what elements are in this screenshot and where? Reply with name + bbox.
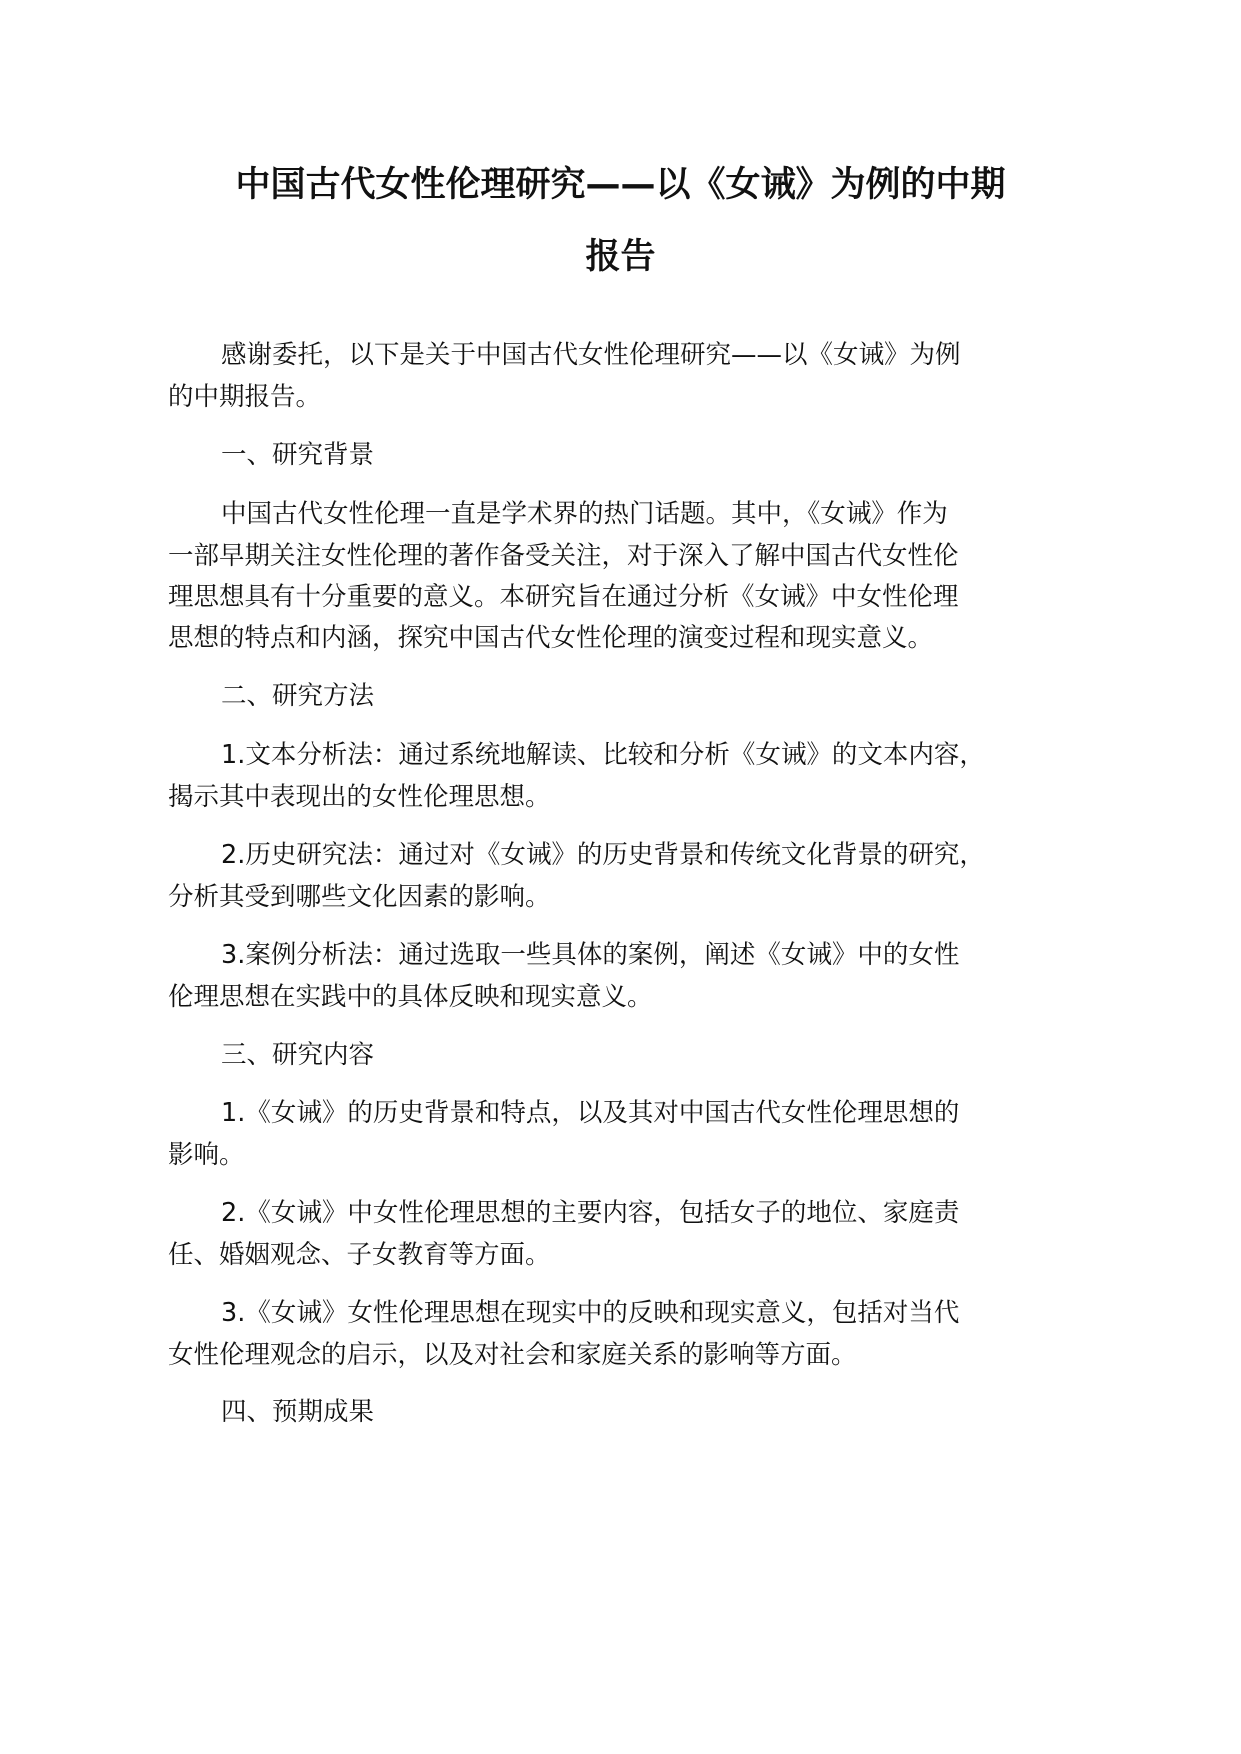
method-item-line: 1.文本分析法：通过系统地解读、比较和分析《女诫》的文本内容，	[221, 740, 985, 770]
paragraph-line: 理思想具有十分重要的意义。本研究旨在通过分析《女诫》中女性伦理	[168, 582, 959, 612]
method-item-line: 3.案例分析法：通过选取一些具体的案例，阐述《女诫》中的女性	[221, 940, 960, 970]
content-item-line: 1.《女诫》的历史背景和特点，以及其对中国古代女性伦理思想的	[221, 1098, 960, 1128]
document-title-line-1: 中国古代女性伦理研究——以《女诫》为例的中期	[235, 165, 1006, 205]
section-heading-background: 一、研究背景	[221, 440, 375, 470]
intro-line-2: 的中期报告。	[168, 382, 322, 412]
paragraph-line: 中国古代女性伦理一直是学术界的热门话题。其中，《女诫》作为	[221, 499, 948, 529]
content-item-line: 影响。	[168, 1140, 245, 1170]
intro-line-1: 感谢委托，以下是关于中国古代女性伦理研究——以《女诫》为例	[221, 340, 961, 370]
content-item-line: 2.《女诫》中女性伦理思想的主要内容，包括女子的地位、家庭责	[221, 1198, 960, 1228]
section-heading-content: 三、研究内容	[221, 1040, 375, 1070]
method-item-line: 伦理思想在实践中的具体反映和现实意义。	[168, 982, 653, 1012]
paragraph-line: 一部早期关注女性伦理的著作备受关注，对于深入了解中国古代女性伦	[168, 541, 959, 571]
section-heading-expected-results: 四、预期成果	[221, 1397, 375, 1427]
content-item-line: 女性伦理观念的启示，以及对社会和家庭关系的影响等方面。	[168, 1340, 857, 1370]
method-item-line: 分析其受到哪些文化因素的影响。	[168, 882, 551, 912]
method-item-line: 2.历史研究法：通过对《女诫》的历史背景和传统文化背景的研究，	[221, 840, 985, 870]
content-item-line: 3.《女诫》女性伦理思想在现实中的反映和现实意义，包括对当代	[221, 1298, 960, 1328]
document-title-line-2: 报告	[585, 237, 656, 277]
method-item-line: 揭示其中表现出的女性伦理思想。	[168, 782, 551, 812]
paragraph-line: 思想的特点和内涵，探究中国古代女性伦理的演变过程和现实意义。	[168, 623, 934, 653]
section-heading-methods: 二、研究方法	[221, 681, 375, 711]
content-item-line: 任、婚姻观念、子女教育等方面。	[168, 1240, 551, 1270]
